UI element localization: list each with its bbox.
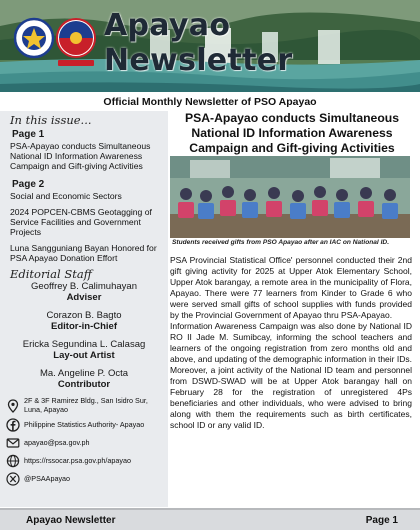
page-footer: [0, 508, 420, 530]
contact-text: apayao@psa.gov.ph: [24, 437, 90, 447]
psa-seal-icon: [15, 19, 53, 57]
toc-item[interactable]: Social and Economic Sectors: [10, 191, 122, 201]
photo-caption: Students received gifts from PSO Apayao after an IAC on National ID.: [172, 239, 390, 246]
students-gift-photo: [170, 156, 410, 238]
footer-newsletter-name: Apayao Newsletter: [26, 515, 116, 526]
globe-icon: [6, 454, 20, 468]
contact-address: [0, 397, 168, 414]
staff-role: Adviser: [66, 292, 102, 303]
newsletter-banner: [0, 0, 420, 92]
toc-page-label: Page 1: [12, 129, 45, 140]
email-icon: [6, 436, 20, 450]
x-twitter-icon: [6, 472, 20, 486]
staff-role: Editor-in-Chief: [51, 321, 117, 332]
staff-name: Corazon B. Bagto: [46, 310, 122, 321]
contact-text: 2F & 3F Ramirez Bldg., San Isidro Sur, Luna, Apayao: [24, 396, 148, 414]
contact-x[interactable]: [0, 472, 168, 486]
toc-item[interactable]: 2024 POPCEN-CBMS Geotagging of Service Facilities and Government Projects: [10, 207, 152, 237]
staff-name: Ma. Angeline P. Octa: [39, 368, 129, 379]
location-pin-icon: [6, 399, 20, 413]
article: [170, 111, 414, 430]
contact-email[interactable]: [0, 436, 168, 450]
contact-text: @PSAApayao: [24, 473, 71, 483]
editorial-staff-heading: Editorial Staff: [10, 267, 92, 281]
staff-role: Contributor: [57, 379, 111, 390]
contact-facebook[interactable]: [0, 418, 168, 432]
staff-name: Ericka Segundina L. Calasag: [22, 339, 146, 350]
sidebar: [0, 111, 168, 507]
facebook-icon: [6, 418, 20, 432]
bagong-pilipinas-logo-icon: [57, 19, 95, 66]
contact-website[interactable]: [0, 454, 168, 468]
staff-name: Geoffrey B. Calimuhayan: [31, 281, 137, 292]
newsletter-subtitle: Official Monthly Newsletter of PSO Apayao: [103, 96, 317, 108]
toc-item[interactable]: Luna Sangguniang Bayan Honored for PSA Apayao Donation Effort: [10, 243, 157, 263]
staff-role: Lay-out Artist: [53, 350, 115, 361]
article-paragraph: Information Awareness Campaign was also done by National ID RO II Jade M. Sumibcay, informing the school teachers and learners of the ongoing registration from zero months old and above, and updating of the demographic information in their IDs. Moreover, a joint activity of the National ID team and personnel from DSWD-SWAD will be at Upper Atok barangay hall on February 28 for the registration of unregistered 4Ps beneficiaries and other individuals, who were advised to bring along with them the requirements such as birth certificates, school ID or any valid ID.: [170, 321, 412, 430]
contact-text: Philippine Statistics Authority- Apayao: [24, 419, 145, 429]
footer-page-number: Page 1: [365, 515, 398, 526]
newsletter-title: Apayao Newsletter: [104, 8, 293, 78]
agency-logos: [14, 12, 102, 74]
article-headline: PSA-Apayao conducts Simultaneous National ID Information Awareness Campaign and Gift-giving Activities: [185, 111, 399, 155]
toc-page-label: Page 2: [12, 179, 45, 190]
in-this-issue-heading: In this issue...: [10, 113, 92, 127]
toc-item[interactable]: PSA-Apayao conducts Simultaneous National ID Information Awareness Campaign and Gift-giving Activities: [10, 141, 151, 171]
contact-text: https://rssocar.psa.gov.ph/apayao: [24, 455, 131, 465]
article-body: [170, 255, 412, 431]
article-paragraph: PSA Provincial Statistical Office' personnel conducted their 2nd gift giving activity for 2025 at Upper Atok Elementary School, Upper Atok barangay, a remote area in the municipality of Flora, Apayao. There were 77 learners from Kinder to Grade 6 who were served small gifts of school supplies with funds provided by the Provincial Government of Apayao thru PSA-Apayao.: [170, 255, 412, 320]
